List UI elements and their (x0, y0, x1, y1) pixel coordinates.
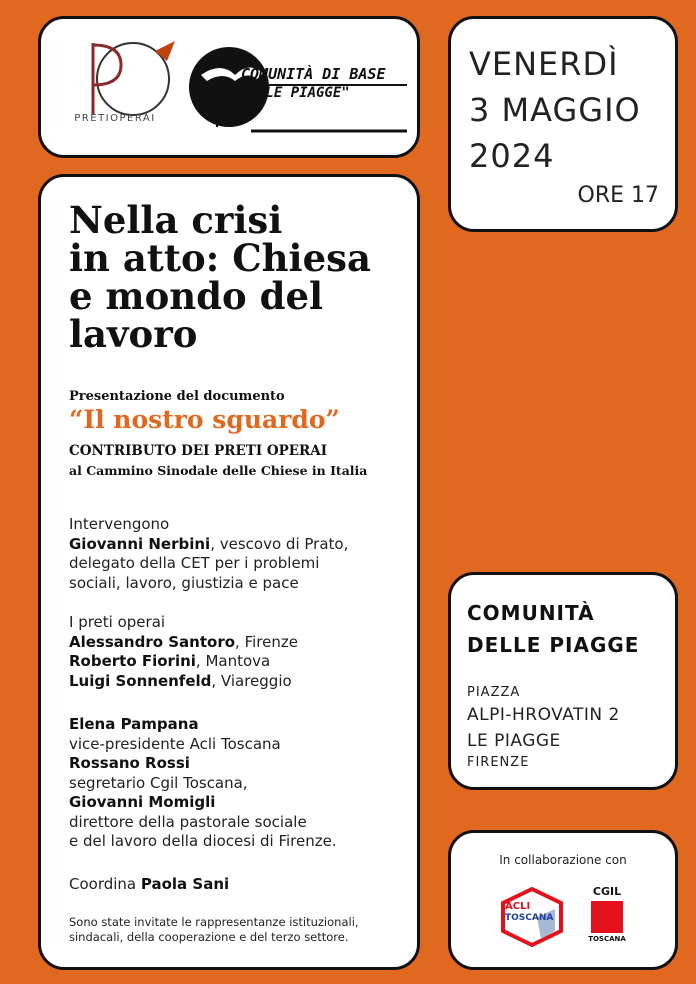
date-card (448, 16, 678, 232)
pretioperai-logo-icon (63, 31, 183, 141)
comunita-di-base-logo (187, 35, 409, 145)
place-square: PIAZZA (467, 685, 521, 700)
title-line: e mondo del (69, 274, 324, 318)
priest-name: Luigi Sonnenfeld (69, 671, 212, 690)
cdb-line2: "LE PIAGGE" (257, 85, 350, 101)
document-title: “Il nostro sguardo” (69, 405, 340, 434)
place-city: FIRENZE (467, 755, 530, 770)
priest-city: , Firenze (235, 632, 298, 651)
cdb-line1: COMUNITÀ DI BASE (241, 65, 386, 83)
priest-name: Roberto Fiorini (69, 652, 196, 670)
guest-role: direttore della pastorale sociale (69, 812, 307, 831)
cgil-red-square-icon (591, 901, 623, 933)
date-time: ORE 17 (577, 183, 659, 208)
speakers-intro: Intervengono (69, 515, 170, 533)
title-line: in atto: Chiesa (69, 236, 371, 280)
guest-role: e del lavoro della diocesi di Firenze. (69, 832, 337, 850)
place-card (448, 572, 678, 790)
guest-name: Elena Pampana (69, 715, 199, 733)
place-name-line: COMUNITÀ (467, 601, 595, 625)
contribution-label: CONTRIBUTO DEI PRETI OPERAI (69, 443, 328, 459)
coordinator-name: Paola Sani (140, 875, 230, 893)
collaboration-label: In collaborazione con (499, 853, 627, 867)
invitation-note: Sono state invitate le rappresentanze istituzionali, sindacali, della cooperazione e del terzo settore. (69, 915, 359, 944)
speaker-role: delegato della CET per i problemi (69, 554, 320, 572)
priests-intro: I preti operai (69, 613, 166, 631)
priest-city: , Mantova (195, 652, 271, 670)
date-day-month: 3 MAGGIO (469, 91, 641, 129)
coordinator-line (69, 875, 409, 895)
logos-card (38, 16, 420, 158)
main-card (38, 174, 420, 970)
guest-name: Rossano Rossi (69, 754, 190, 772)
acli-region: TOSCANA (505, 913, 554, 923)
cgil-toscana-logo (587, 885, 627, 947)
priest-city: , Viareggio (211, 671, 292, 690)
guest-name: Giovanni Momigli (69, 793, 216, 811)
speakers-block (69, 515, 409, 593)
date-year: 2024 (469, 137, 555, 175)
pretioperai-label: PRETIOPERAI (74, 113, 156, 124)
guest-role: vice-presidente Acli Toscana (69, 734, 281, 753)
presentation-label: Presentazione del documento (69, 389, 285, 404)
guest-role: segretario Cgil Toscana, (69, 773, 248, 792)
place-name (467, 597, 639, 661)
speaker-role: , vescovo di Prato, (210, 534, 349, 553)
speaker-role: sociali, lavoro, giustizia e pace (69, 573, 299, 592)
priests-block (69, 613, 409, 691)
date-weekday: VENERDÌ (469, 45, 619, 83)
place-district: LE PIAGGE (467, 731, 561, 751)
cgil-region: TOSCANA (588, 935, 626, 943)
title-line: Nella crisi (69, 198, 283, 242)
place-address: ALPI-HROVATIN 2 (467, 705, 620, 725)
priest-name: Alessandro Santoro (69, 632, 236, 651)
path-label: al Cammino Sinodale delle Chiese in Italia (69, 463, 368, 478)
speaker-name: Giovanni Nerbini (69, 534, 211, 553)
collaboration-card (448, 830, 678, 970)
event-title (69, 198, 409, 356)
acli-label: ACLI (505, 901, 531, 912)
cgil-label: CGIL (592, 885, 622, 898)
coordinator-label: Coordina (69, 875, 141, 893)
title-line: lavoro (69, 312, 198, 356)
acli-toscana-logo (497, 887, 567, 947)
place-name-line: DELLE PIAGGE (467, 633, 640, 657)
guests-block (69, 715, 409, 852)
